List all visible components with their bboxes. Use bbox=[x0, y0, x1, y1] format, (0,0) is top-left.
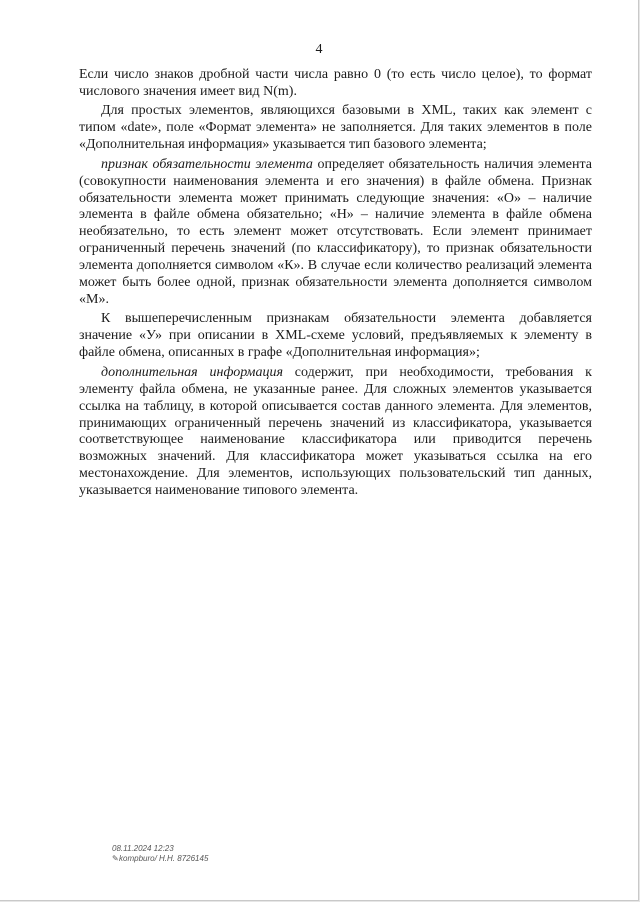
pen-icon: ✎ bbox=[112, 854, 119, 863]
paragraph-fraction-format: Если число знаков дробной части числа равно 0 (то есть число целое), то формат числового значения имеет вид N(m). bbox=[79, 67, 592, 99]
term-additional-info: дополнительная информация bbox=[101, 364, 283, 380]
print-user-line bbox=[112, 854, 208, 864]
paragraph-additional-info-text: содержит, при необходимости, требования к элементу файла обмена, не указанные ранее. Для сложных элементов указывается ссылка на таблицу, в которой описывается состав данного элемента. Для элементов, принимающих ограниченный перечень значений из классификатора, указывается соответствующее наименование классификатора или приводится перечень возможных значений. Для классификатора может указываться ссылка на его местонахождение. Для элементов, использующих пользовательский тип данных, указывается наименование типового элемента. bbox=[79, 364, 592, 499]
paragraph-mandatory-attribute-text: определяет обязательность наличия элемента (совокупности наименования элемента и его значения) в файле обмена. Признак обязательности элемента может принимать следующие значения: «О» – наличие элемента в файле обмена обязательно; «Н» – наличие элемента в файле обмена необязательно, то есть элемент может отсутствовать. Если элемент принимает ограниченный перечень значений (по классификатору), то признак обязательности элемента дополняется символом «К». В случае если количество реализаций элемента может быть более одной, признак обязательности элемента дополняется символом «М». bbox=[79, 156, 593, 307]
print-stamp bbox=[112, 844, 208, 864]
print-date: 08.11.2024 12:23 bbox=[112, 844, 174, 853]
paragraph-simple-elements: Для простых элементов, являющихся базовыми в XML, таких как элемент с типом «date», поле «Формат элемента» не заполняется. Для таких элементов в поле «Дополнительная информация» указывается тип базового элемента; bbox=[79, 103, 592, 153]
page-number: 4 bbox=[315, 42, 323, 57]
document-body bbox=[79, 67, 592, 503]
term-mandatory-attribute: признак обязательности элемента bbox=[101, 156, 313, 172]
paragraph-mandatory-attribute bbox=[79, 157, 592, 309]
print-user: kompburo/ Н.Н. 8726145 bbox=[119, 854, 209, 863]
paragraph-additional-info bbox=[79, 365, 592, 500]
paragraph-condition-value: К вышеперечисленным признакам обязательности элемента добавляется значение «У» при описании в XML-схеме условий, предъявляемых к элементу в файле обмена, описанных в графе «Дополнительная информация»; bbox=[79, 311, 592, 361]
